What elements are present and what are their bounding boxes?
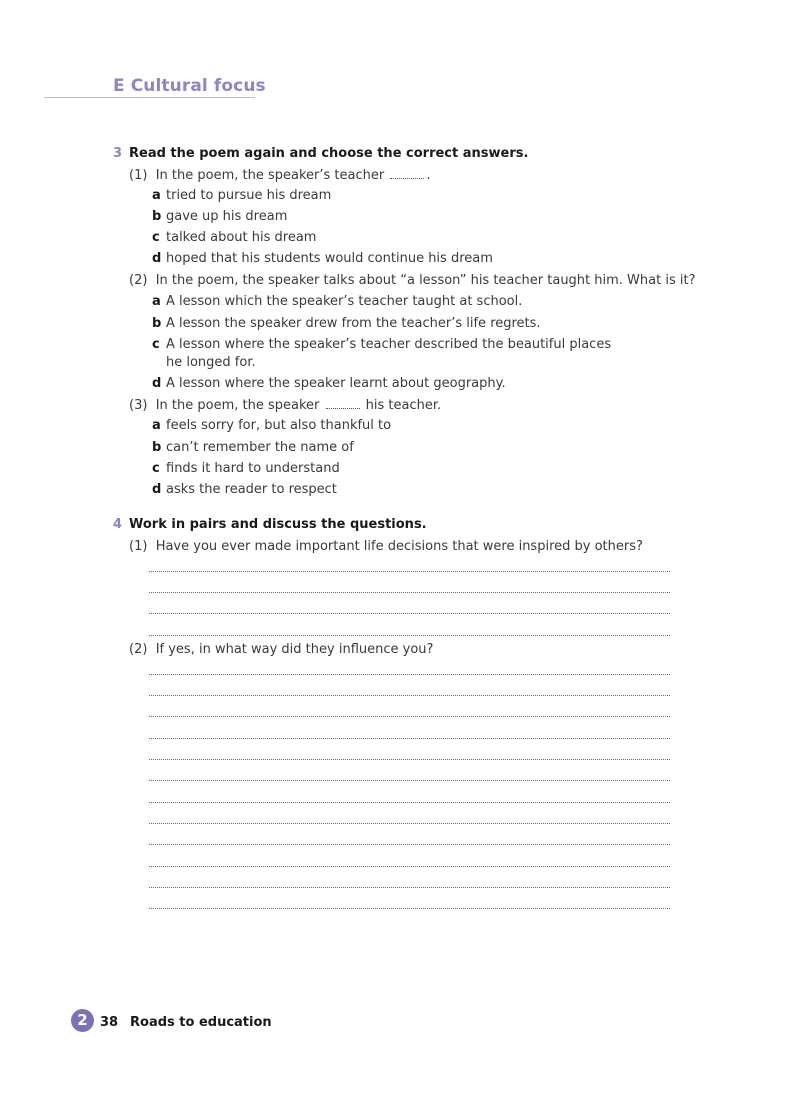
question-number: 4 [113, 517, 123, 532]
writing-line[interactable] [149, 695, 670, 696]
option-1d[interactable]: d hoped that his students would continue his dream [152, 251, 493, 266]
option-1b[interactable]: b gave up his dream [152, 209, 288, 224]
option-2b[interactable]: b A lesson the speaker drew from the teacher’s life regrets. [152, 316, 541, 331]
question-3-instruction: 3 Read the poem again and choose the correct answers. [113, 146, 529, 161]
option-2c[interactable]: c A lesson where the speaker’s teacher described the beautiful places [152, 337, 612, 352]
writing-line[interactable] [149, 738, 670, 739]
option-3d[interactable]: d asks the reader to respect [152, 482, 337, 497]
unit-title: Roads to education [130, 1015, 272, 1030]
writing-line[interactable] [149, 759, 670, 760]
writing-line[interactable] [149, 780, 670, 781]
question-number: 3 [113, 146, 123, 161]
writing-line[interactable] [149, 908, 670, 909]
option-1c[interactable]: c talked about his dream [152, 230, 317, 245]
question-4-2: (2) If yes, in what way did they influence you? [129, 642, 434, 657]
writing-line[interactable] [149, 887, 670, 888]
page-number: 38 [100, 1015, 119, 1030]
answer-blank[interactable] [326, 397, 360, 409]
option-1a[interactable]: a tried to pursue his dream [152, 188, 332, 203]
answer-blank[interactable] [390, 167, 424, 179]
option-2c-continued: he longed for. [166, 355, 256, 370]
writing-line[interactable] [149, 613, 670, 614]
question-3-3: (3) In the poem, the speaker his teacher. [129, 398, 442, 413]
option-3b[interactable]: b can’t remember the name of [152, 440, 354, 455]
section-divider [44, 97, 255, 98]
question-3-2: (2) In the poem, the speaker talks about “a lesson” his teacher taught him. What is it? [129, 273, 696, 288]
writing-line[interactable] [149, 802, 670, 803]
question-4-1: (1) Have you ever made important life decisions that were inspired by others? [129, 539, 643, 554]
option-3c[interactable]: c finds it hard to understand [152, 461, 340, 476]
writing-line[interactable] [149, 635, 670, 636]
writing-line[interactable] [149, 844, 670, 845]
writing-line[interactable] [149, 866, 670, 867]
unit-badge: 2 [71, 1009, 94, 1032]
writing-line[interactable] [149, 716, 670, 717]
writing-line[interactable] [149, 571, 670, 572]
question-3-1: (1) In the poem, the speaker’s teacher . [129, 168, 431, 183]
writing-line[interactable] [149, 592, 670, 593]
option-3a[interactable]: a feels sorry for, but also thankful to [152, 418, 392, 433]
writing-line[interactable] [149, 823, 670, 824]
question-4-instruction: 4 Work in pairs and discuss the questions. [113, 517, 427, 532]
option-2d[interactable]: d A lesson where the speaker learnt about geography. [152, 376, 506, 391]
option-2a[interactable]: a A lesson which the speaker’s teacher taught at school. [152, 294, 523, 309]
section-heading: E Cultural focus [113, 76, 266, 96]
writing-line[interactable] [149, 674, 670, 675]
